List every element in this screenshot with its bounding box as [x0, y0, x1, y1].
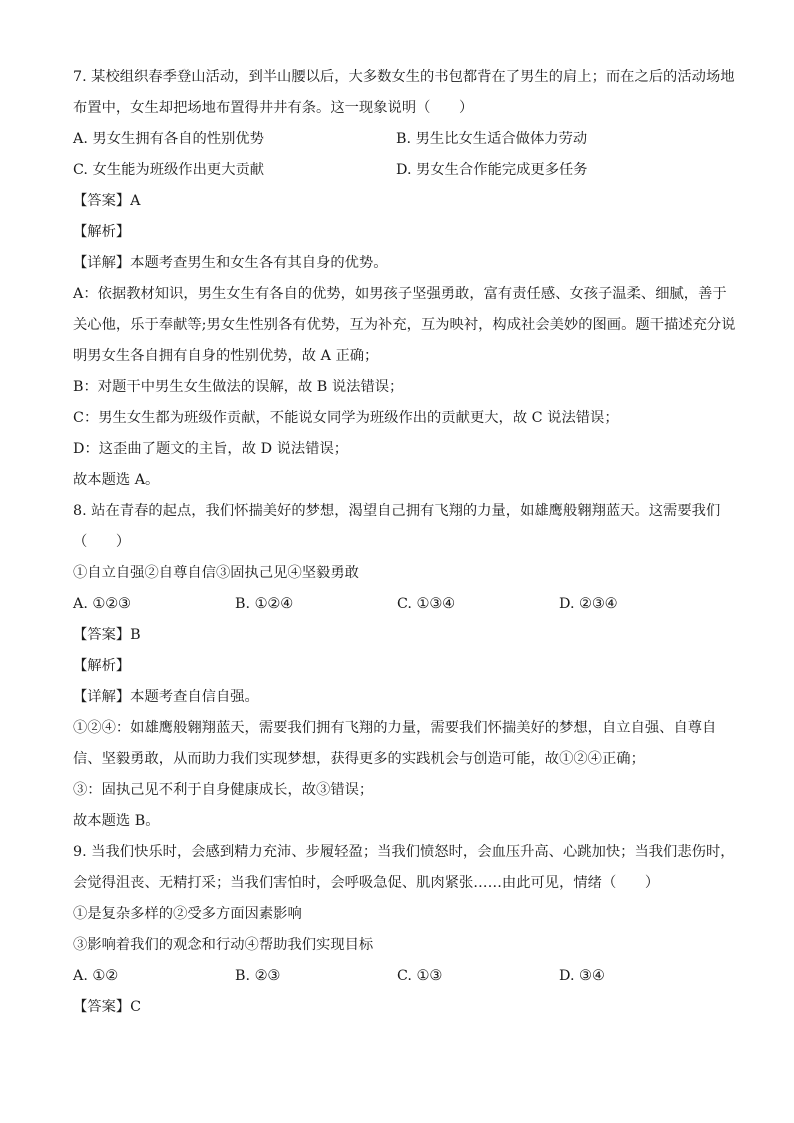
detail-line: 【详解】本题考查自信自强。: [73, 689, 259, 705]
question-stem-line: 7. 某校组织春季登山活动，到半山腰以后，大多数女生的书包都背在了男生的肩上；而在之后的活动场地: [73, 69, 735, 85]
detail-line: D：这歪曲了题文的主旨，故 D 说法错误；: [73, 441, 349, 457]
detail-line: 【详解】本题考查男生和女生各有其自身的优势。: [73, 255, 388, 271]
answer-line: 【答案】A: [73, 193, 141, 209]
detail-line: ③：固执己见不利于自身健康成长，故③错误；: [73, 782, 374, 798]
option-c: C. ①③④: [397, 596, 455, 612]
option-c: C. ①③: [397, 968, 443, 984]
question-stem-line: 8. 站在青春的起点，我们怀揣美好的梦想，渴望自己拥有飞翔的力量，如雄鹰般翱翔蓝天。这需要我们: [73, 503, 721, 519]
analysis-heading: 【解析】: [73, 224, 131, 240]
question-choices-line: ③影响着我们的观念和行动④帮助我们实现目标: [73, 937, 374, 953]
option-d: D. 男女生合作能完成更多任务: [396, 162, 588, 178]
detail-line: B：对题干中男生女生做法的误解，故 B 说法错误；: [73, 379, 404, 395]
option-a: A. 男女生拥有各自的性别优势: [73, 131, 264, 147]
question-stem-line: 布置中，女生却把场地布置得井井有条。这一现象说明（ ）: [73, 100, 474, 116]
options-row: [73, 155, 723, 186]
detail-line: C：男生女生都为班级作贡献，不能说女同学为班级作出的贡献更大，故 C 说法错误；: [73, 410, 619, 426]
answer-line: 【答案】B: [73, 627, 141, 643]
question-8: [73, 496, 723, 837]
detail-line: A：依据教材知识，男生女生有各自的优势，如男孩子坚强勇敢，富有责任感、女孩子温柔、细腻，善于: [73, 286, 727, 302]
document-page: [73, 62, 736, 1023]
option-c: C. 女生能为班级作出更大贡献: [73, 162, 265, 178]
answer-line: 【答案】C: [73, 999, 142, 1015]
question-7: [73, 62, 736, 496]
question-stem-line: 9. 当我们快乐时，会感到精力充沛、步履轻盈；当我们愤怒时，会血压升高、心跳加快；当我们悲伤时，: [73, 844, 735, 860]
option-a: A. ①②: [73, 968, 119, 984]
option-d: D. ②③④: [559, 596, 618, 612]
analysis-heading: 【解析】: [73, 658, 131, 674]
detail-line: ①②④：如雄鹰般翱翔蓝天，需要我们拥有飞翔的力量，需要我们怀揣美好的梦想，自立自强、自尊自: [73, 720, 717, 736]
option-d: D. ③④: [559, 968, 605, 984]
detail-line: 故本题选 B。: [73, 813, 160, 829]
option-a: A. ①②③: [73, 596, 131, 612]
options-row: [73, 589, 723, 620]
detail-line: 故本题选 A。: [73, 472, 160, 488]
detail-line: 信、坚毅勇敢，从而助力我们实现梦想，获得更多的实践机会与创造可能，故①②④正确；: [73, 751, 645, 767]
option-b: B. ①②④: [235, 596, 294, 612]
question-9: [73, 837, 735, 1023]
question-choices-line: ①是复杂多样的②受多方面因素影响: [73, 906, 302, 922]
detail-line: 明男女生各自拥有自身的性别优势，故 A 正确；: [73, 348, 379, 364]
option-b: B. ②③: [235, 968, 281, 984]
options-row: [73, 961, 723, 992]
question-choices-line: ①自立自强②自尊自信③固执己见④坚毅勇敢: [73, 565, 359, 581]
option-b: B. 男生比女生适合做体力劳动: [396, 131, 588, 147]
options-row: [73, 124, 723, 155]
question-stem-line: （ ）: [73, 534, 131, 550]
question-stem-line: 会觉得沮丧、无精打采；当我们害怕时，会呼吸急促、肌肉紧张……由此可见，情绪（ ）: [73, 875, 660, 891]
detail-line: 关心他，乐于奉献等;男女生性别各有优势，互为补充，互为映衬，构成社会美妙的图画。题干描述充分说: [73, 317, 736, 333]
